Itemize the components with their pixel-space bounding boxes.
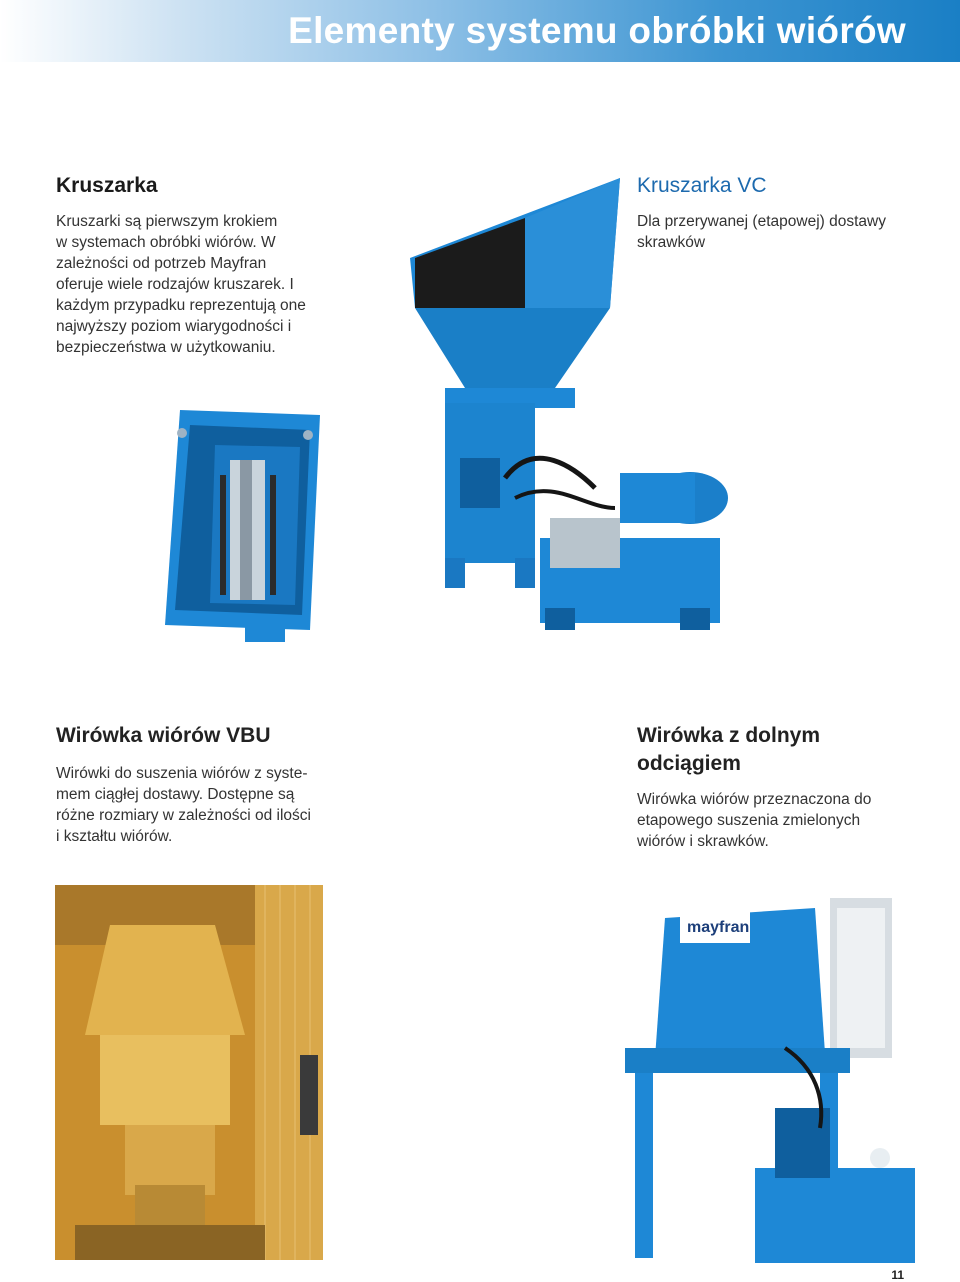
page-header	[0, 0, 960, 62]
wirowka-dolny-title: Wirówka z dolnym odciągiem	[637, 724, 821, 775]
mayfran-logo: mayfran	[687, 919, 750, 936]
kruszarka-title: Kruszarka	[56, 174, 158, 197]
wirowka-vbu-title	[56, 722, 271, 750]
wirowka-dolny-photo	[625, 878, 915, 1263]
wirowka-vbu-title-text: Wirówka wiórów VBU	[56, 724, 271, 747]
wirowka-dolny-text: Wirówka wiórów przeznaczona do etapowego suszenia zmielonych wiórów i skrawków.	[637, 791, 872, 850]
wirowka-vbu-photo	[55, 885, 323, 1260]
kruszarka-vc-photo	[405, 178, 735, 638]
wirowka-vbu-text: Wirówki do suszenia wiórów z syste- mem ciągłej dostawy. Dostępne są różne rozmiary w zależności od ilości i kształtu wiórów.	[56, 765, 311, 845]
page-number: 11	[891, 1268, 904, 1282]
kruszarka-vc-text: Dla przerywanej (etapowej) dostawy skrawków	[637, 213, 886, 251]
kruszarka-vc-title: Kruszarka VC	[637, 174, 767, 197]
page-title: Elementy systemu obróbki wiórów	[288, 10, 906, 51]
crusher-housing-photo	[160, 405, 322, 645]
kruszarka-text: Kruszarki są pierwszym krokiem w systemach obróbki wiórów. W zależności od potrzeb Mayfran oferuje wiele rodzajów kruszarek. I każdym przypadku reprezentują one najwyższy poziom wiarygodności i bezpieczeństwa w użytkowaniu.	[56, 213, 306, 356]
